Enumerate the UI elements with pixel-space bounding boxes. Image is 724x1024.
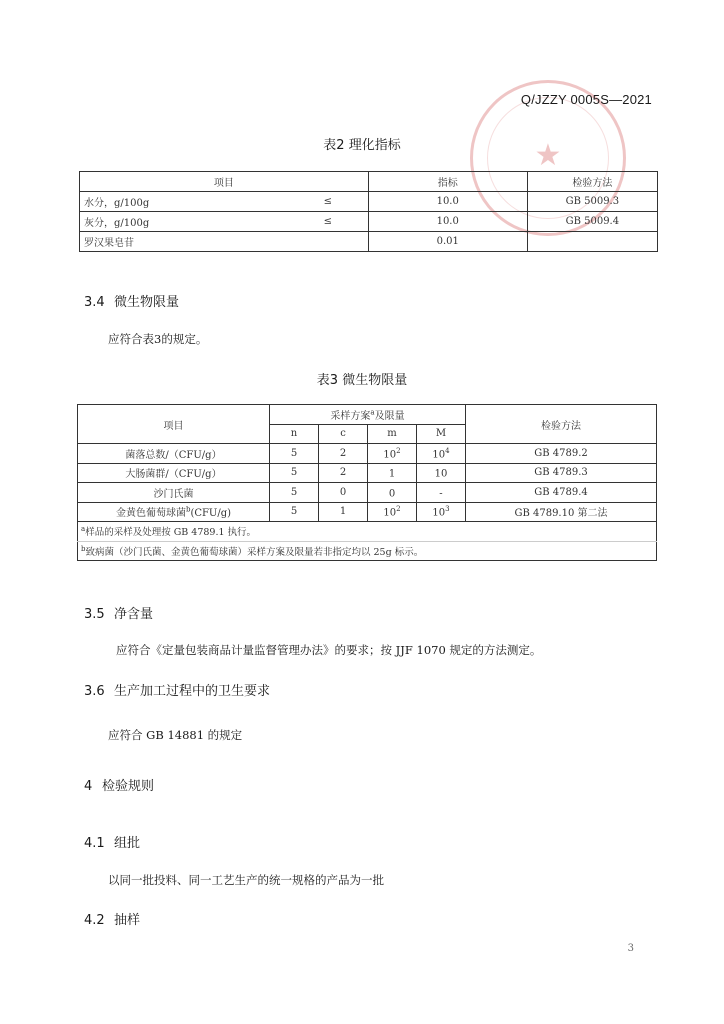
- table2-caption: 表2 理化指标: [323, 138, 401, 153]
- base: -: [439, 487, 443, 499]
- table3-caption: 表3 微生物限量: [316, 373, 408, 388]
- table-row: [78, 463, 657, 483]
- section-3-6-text: 应符合 GB 14881 的规定: [108, 728, 243, 742]
- table3: [77, 404, 657, 561]
- exponent: 3: [445, 505, 450, 514]
- section-3-5-heading: [84, 603, 153, 622]
- table2-cell-item: 罗汉果皂苷: [80, 232, 289, 252]
- table2-header-row: [80, 172, 658, 192]
- table2-cell-item: 水分，g/100g: [80, 192, 289, 212]
- table3-sub-c: c: [319, 424, 368, 444]
- table3-cell-method: GB 4789.10 第二法: [466, 502, 657, 522]
- item-name: 金黄色葡萄球菌: [115, 508, 186, 520]
- base: 10: [383, 507, 397, 519]
- section-number: 4.2: [84, 913, 105, 928]
- table2-cell-item: 灰分，g/100g: [80, 212, 289, 232]
- section-4-2-heading: [84, 909, 140, 928]
- table3-cell-n: 5: [270, 502, 319, 522]
- table-row: [78, 444, 657, 464]
- table3-cell-n: 5: [270, 463, 319, 483]
- section-3-4-heading: [84, 291, 179, 310]
- table2-header-item: 项目: [80, 172, 369, 192]
- table-row: [78, 502, 657, 522]
- table-row: [80, 212, 658, 232]
- item-unit: (CFU/g): [190, 508, 232, 520]
- section-title: 组批: [114, 836, 141, 851]
- table3-note-a: [78, 522, 657, 542]
- table3-cell-M: [417, 502, 466, 522]
- table-row: [80, 192, 658, 212]
- table3-cell-method: GB 4789.2: [466, 444, 657, 464]
- table3-cell-M: [417, 444, 466, 464]
- table3-cell-c: 0: [319, 483, 368, 503]
- base: 1: [388, 468, 396, 480]
- table3-cell-n: 5: [270, 483, 319, 503]
- base: 10: [434, 468, 448, 480]
- document-id: Q/JZZY 0005S—2021: [520, 92, 652, 107]
- table3-sub-M: M: [417, 424, 466, 444]
- footnote-mark: a: [81, 525, 86, 534]
- table2-cell-sym: ≤: [288, 192, 368, 212]
- table3-cell-M: [417, 463, 466, 483]
- table3-note-a-text: [78, 522, 657, 542]
- section-4-1-heading: [84, 832, 140, 851]
- table3-cell-item: 大肠菌群/（CFU/g）: [78, 463, 270, 483]
- table3-cell-m: [368, 463, 417, 483]
- footnote-mark: b: [185, 505, 191, 514]
- table3-header-method: 检验方法: [466, 405, 657, 444]
- exponent: 2: [396, 505, 401, 514]
- table2-cell-sym: [288, 232, 368, 252]
- table3-cell-item: 沙门氏菌: [78, 483, 270, 503]
- table2-cell-value: 10.0: [368, 192, 527, 212]
- table3-cell-M: [417, 483, 466, 503]
- section-title: 微生物限量: [114, 295, 180, 310]
- note-text: 样品的采样及处理按 GB 4789.1 执行。: [85, 527, 257, 539]
- section-title: 抽样: [114, 913, 141, 928]
- table3-header-plan-post: 及限量: [374, 410, 405, 422]
- table3-cell-item: [78, 502, 270, 522]
- table3-cell-method: GB 4789.4: [466, 483, 657, 503]
- base: 10: [383, 448, 397, 460]
- table3-cell-m: [368, 483, 417, 503]
- table2-cell-sym: ≤: [288, 212, 368, 232]
- table3-cell-m: [368, 502, 417, 522]
- table3-header-item: 项目: [78, 405, 270, 444]
- page-number: 3: [627, 943, 634, 954]
- section-3-4-text: 应符合表3的规定。: [108, 332, 208, 346]
- exponent: 4: [445, 446, 450, 455]
- table-row: [80, 232, 658, 252]
- table2-cell-value: 0.01: [368, 232, 527, 252]
- table3-cell-n: 5: [270, 444, 319, 464]
- exponent: 2: [396, 446, 401, 455]
- table3-sub-n: n: [270, 424, 319, 444]
- table3-cell-method: GB 4789.3: [466, 463, 657, 483]
- table2-header-value: 指标: [368, 172, 527, 192]
- table2-header-method: 检验方法: [527, 172, 657, 192]
- section-3-6-heading: [84, 680, 270, 699]
- footnote-mark: a: [370, 408, 375, 417]
- seal-star-icon: ★: [534, 138, 562, 173]
- section-number: 4: [84, 779, 93, 794]
- table3-header-row: [78, 405, 657, 425]
- section-number: 3.5: [84, 607, 105, 622]
- table3-sub-m: m: [368, 424, 417, 444]
- table3-header-plan-pre: 采样方案: [330, 410, 371, 422]
- table3-note-b-text: [78, 541, 657, 561]
- table3-cell-c: 2: [319, 463, 368, 483]
- table2-cell-value: 10.0: [368, 212, 527, 232]
- table2-cell-method: [527, 232, 657, 252]
- table2: [79, 171, 658, 252]
- section-number: 3.4: [84, 295, 105, 310]
- table3-cell-item: 菌落总数/（CFU/g）: [78, 444, 270, 464]
- section-number: 3.6: [84, 684, 105, 699]
- table2-cell-method: GB 5009.3: [527, 192, 657, 212]
- table3-note-b: [78, 541, 657, 561]
- table3-cell-m: [368, 444, 417, 464]
- base: 10: [432, 507, 446, 519]
- table3-header-plan: [270, 405, 466, 425]
- section-3-5-text: 应符合《定量包装商品计量监督管理办法》的要求；按 JJF 1070 规定的方法测定。: [116, 643, 542, 657]
- section-title: 检验规则: [102, 779, 155, 794]
- base: 0: [388, 487, 396, 499]
- section-4-1-text: 以同一批投料、同一工艺生产的统一规格的产品为一批: [108, 873, 384, 887]
- table-row: [78, 483, 657, 503]
- section-title: 净含量: [114, 607, 154, 622]
- table3-cell-c: 1: [319, 502, 368, 522]
- section-title: 生产加工过程中的卫生要求: [114, 684, 271, 699]
- note-text: 致病菌（沙门氏菌、金黄色葡萄球菌）采样方案及限量若非指定均以 25g 标示。: [85, 546, 424, 558]
- section-4-heading: [84, 775, 154, 794]
- table2-cell-method: GB 5009.4: [527, 212, 657, 232]
- table3-cell-c: 2: [319, 444, 368, 464]
- base: 10: [432, 448, 446, 460]
- footnote-mark: b: [81, 544, 86, 553]
- section-number: 4.1: [84, 836, 105, 851]
